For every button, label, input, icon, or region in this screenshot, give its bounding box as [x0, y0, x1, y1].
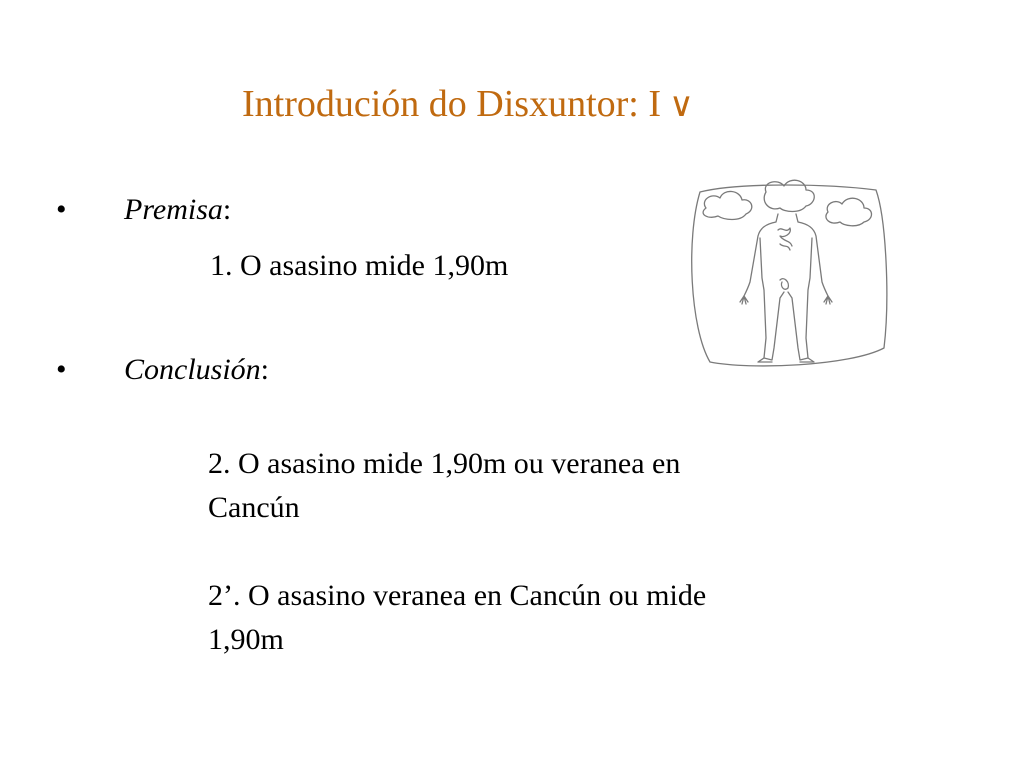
- conclusion-item-2-line-1: 2. O asasino mide 1,90m ou veranea en: [208, 447, 681, 480]
- slide-title-text: Introdución do Disxuntor: I: [242, 83, 662, 125]
- conclusion-bullet: •: [56, 353, 67, 386]
- conclusion-item-2b-line-1: 2’. O asasino veranea en Cancún ou mide: [208, 579, 707, 612]
- drawing-frame: [692, 185, 887, 366]
- premise-item-1: 1. O asasino mide 1,90m: [210, 249, 509, 282]
- disjunction-symbol: ∨: [669, 85, 694, 125]
- cloud-left-icon: [703, 191, 752, 219]
- conclusion-item-2b-line-2: 1,90m: [208, 623, 284, 656]
- conclusion-item-2-line-2: Cancún: [208, 491, 300, 524]
- premise-colon: :: [222, 193, 232, 226]
- cloud-right-icon: [826, 198, 872, 226]
- premise-bullet: •: [56, 193, 67, 226]
- premise-label-text: Premisa: [124, 193, 223, 226]
- head-in-clouds-illustration: [680, 178, 892, 374]
- conclusion-label: [124, 352, 269, 388]
- premise-label: [124, 192, 231, 228]
- conclusion-colon: :: [260, 353, 270, 386]
- slide-title: [242, 80, 694, 129]
- conclusion-label-text: Conclusión: [124, 353, 261, 386]
